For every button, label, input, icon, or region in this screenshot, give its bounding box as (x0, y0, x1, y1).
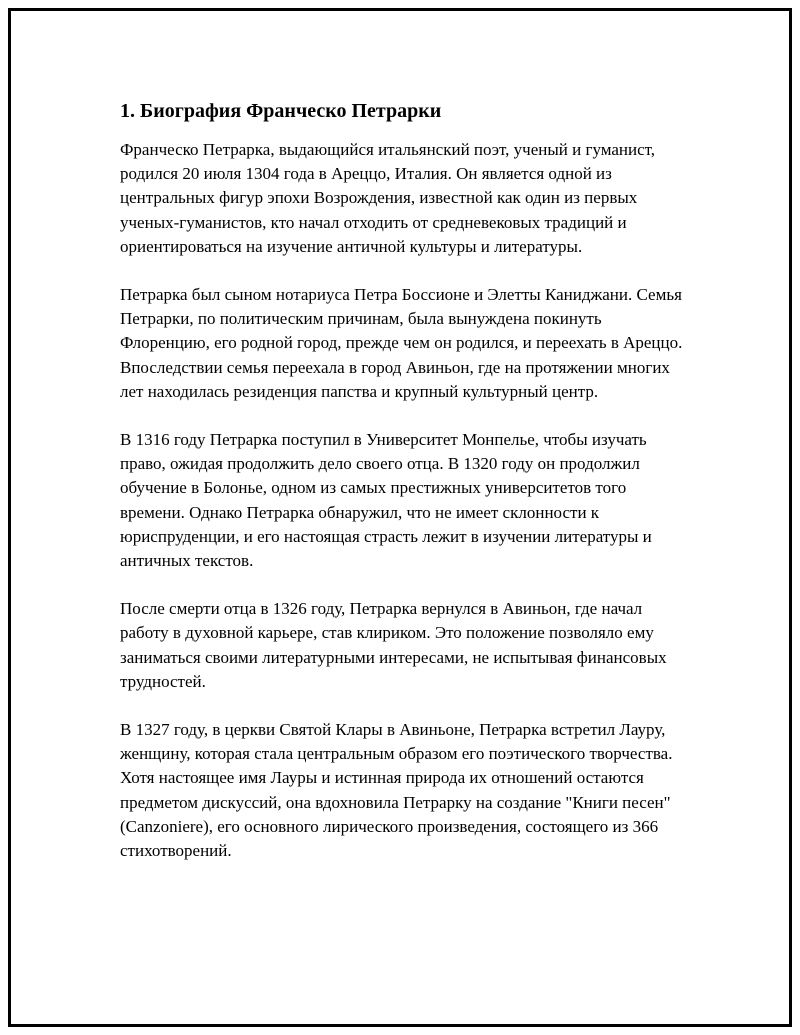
paragraph-3: В 1316 году Петрарка поступил в Университет Монпелье, чтобы изучать право, ожидая продолжить дело своего отца. В 1320 году он продолжил обучение в Болонье, одном из самых престижных университетов того времени. Однако Петрарка обнаружил, что не имеет склонности к юриспруденции, и его настоящая страсть лежит в изучении литературы и античных текстов. (120, 430, 652, 571)
section-title: 1. Биография Франческо Петрарки (120, 100, 442, 122)
paragraph-4: После смерти отца в 1326 году, Петрарка вернулся в Авиньон, где начал работу в духовной карьере, став клириком. Это положение позволяло ему заниматься своими литературными интересами, не испытывая финансовых трудностей. (120, 599, 667, 691)
document-page (8, 8, 792, 1027)
paragraph-5: В 1327 году, в церкви Святой Клары в Авиньоне, Петрарка встретил Лауру, женщину, которая стала центральным образом его поэтического творчества. Хотя настоящее имя Лауры и истинная природа их отношений остаются предметом дискуссий, она вдохновила Петрарку на создание "Книги песен" (Canzoniere), его основного лирического произведения, состоящего из 366 стихотворений. (120, 720, 673, 861)
paragraph-1: Франческо Петрарка, выдающийся итальянский поэт, ученый и гуманист, родился 20 июля 1304 года в Ареццо, Италия. Он является одной из центральных фигур эпохи Возрождения, известной как один из первых ученых-гуманистов, кто начал отходить от средневековых традиций и ориентироваться на изучение античной культуры и литературы. (120, 140, 656, 256)
document-content (120, 99, 695, 887)
paragraph-2: Петрарка был сыном нотариуса Петра Боссионе и Элетты Каниджани. Семья Петрарки, по политическим причинам, была вынуждена покинуть Флоренцию, его родной город, прежде чем он родился, и переехать в Ареццо. Впоследствии семья переехала в город Авиньон, где на протяжении многих лет находилась резиденция папства и крупный культурный центр. (120, 285, 683, 401)
